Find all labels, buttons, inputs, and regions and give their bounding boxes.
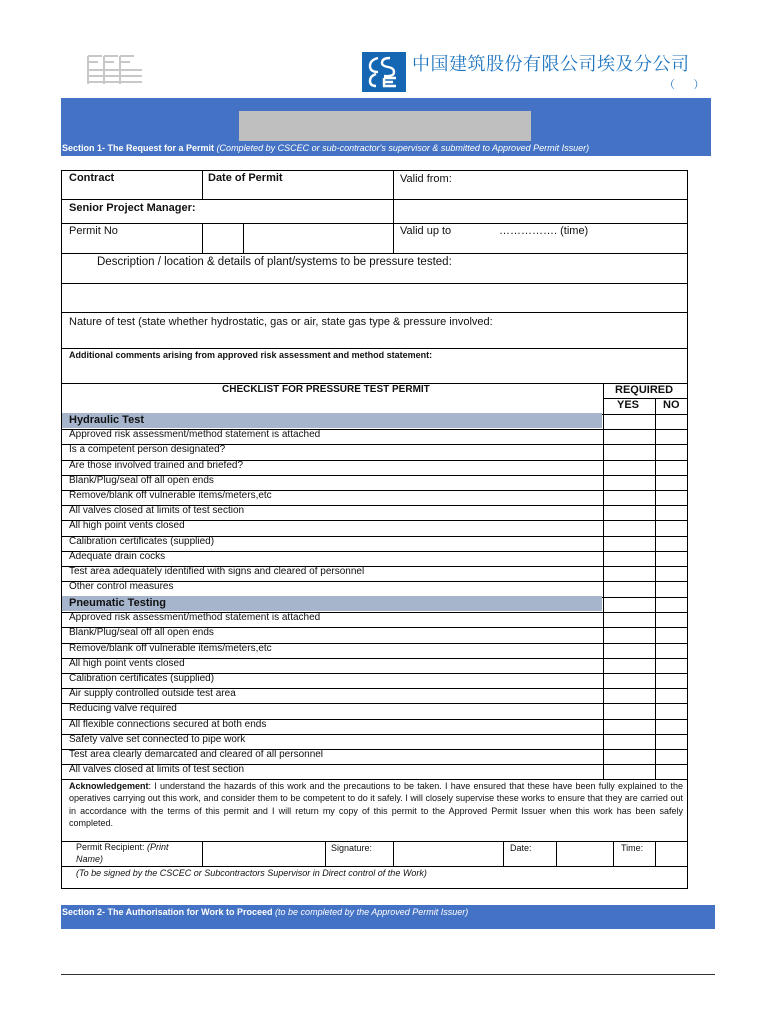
hydraulic-item: Other control measures (69, 581, 174, 593)
hydraulic-no-cell[interactable] (655, 520, 686, 533)
hydraulic-item: Are those involved trained and briefed? (69, 459, 244, 471)
hydraulic-no-cell[interactable] (655, 460, 686, 473)
hydraulic-item: Adequate drain cocks (69, 550, 166, 562)
date-label: Date: (510, 843, 532, 853)
pneumatic-yes-cell[interactable] (603, 673, 653, 686)
hydraulic-no-cell[interactable] (655, 551, 686, 564)
pneumatic-yes-cell[interactable] (603, 658, 653, 671)
time-field[interactable] (656, 843, 686, 865)
cscec-stripes-logo (84, 52, 146, 88)
pneumatic-yes-cell[interactable] (603, 627, 653, 640)
additional-comments-label: Additional comments arising from approved risk assessment and method statement: (69, 350, 433, 360)
pneumatic-item: Approved risk assessment/method statement is attached (69, 612, 321, 624)
pneumatic-no-cell[interactable] (655, 734, 686, 747)
hydraulic-yes-cell[interactable] (603, 581, 653, 594)
hydraulic-yes-cell[interactable] (603, 566, 653, 579)
hydraulic-heading: Hydraulic Test (69, 414, 144, 426)
date-field[interactable] (557, 843, 611, 865)
pneumatic-yes-cell[interactable] (603, 643, 653, 656)
pneumatic-no-cell[interactable] (655, 764, 686, 777)
acknowledgement-text: : I understand the hazards of this work and the precautions to be taken. I have ensured that these have been fully explained to the operatives carrying out this work, and consider them to be competent to do it safely. I will closely supervise these works to ensure that they are carried out in accordance with the terms of this permit and I will return my copy of this permit to the Approved Permit Issuer when this work has been safely completed. (69, 781, 683, 828)
acknowledgement-label: Acknowledgement (69, 781, 149, 791)
pneumatic-item: Calibration certificates (supplied) (69, 673, 215, 684)
hydraulic-yes-cell[interactable] (603, 490, 653, 503)
title-box (239, 111, 531, 141)
contract-label: Contract (69, 172, 115, 184)
signoff-note: (To be signed by the CSCEC or Subcontractors Supervisor in Direct control of the Work) (76, 868, 427, 878)
hydraulic-no-cell[interactable] (655, 444, 686, 457)
pneumatic-yes-cell[interactable] (603, 734, 653, 747)
senior-pm-label: Senior Project Manager: (69, 202, 196, 214)
hydraulic-yes-cell[interactable] (603, 520, 653, 533)
hydraulic-item: All high point vents closed (69, 520, 185, 532)
pneumatic-item: Reducing valve required (69, 703, 177, 715)
print-name-2: Name) (76, 854, 104, 864)
permit-no-label: Permit No (69, 225, 118, 237)
no-header: NO (663, 399, 680, 411)
pneumatic-no-cell[interactable] (655, 719, 686, 732)
hydraulic-item: Approved risk assessment/method statement is attached (69, 429, 321, 441)
hydraulic-yes-cell[interactable] (603, 429, 653, 442)
hydraulic-yes-cell[interactable] (603, 505, 653, 518)
pneumatic-item: All flexible connections secured at both ends (69, 718, 267, 730)
pneumatic-item: All valves closed at limits of test section (69, 764, 245, 776)
hydraulic-no-cell[interactable] (655, 429, 686, 442)
hydraulic-item: Remove/blank off vulnerable items/meters,etc (69, 490, 272, 501)
pneumatic-yes-cell[interactable] (603, 764, 653, 777)
time-blank: ……………. (time) (499, 225, 589, 237)
valid-up-to-label: Valid up to (400, 225, 452, 237)
nature-of-test-label: Nature of test (state whether hydrostatic, gas or air, state gas type & pressure involved: (69, 316, 493, 328)
pneumatic-yes-cell[interactable] (603, 719, 653, 732)
hydraulic-yes-cell[interactable] (603, 536, 653, 549)
print-name-1: (Print (147, 842, 169, 852)
checklist-title: CHECKLIST FOR PRESSURE TEST PERMIT (222, 384, 430, 395)
pneumatic-yes-cell[interactable] (603, 749, 653, 762)
company-subtitle: （ ） (664, 79, 705, 91)
company-name: 中国建筑股份有限公司埃及分公司 (412, 54, 690, 75)
pneumatic-item: Blank/Plug/seal off all open ends (69, 627, 214, 639)
hydraulic-no-cell[interactable] (655, 475, 686, 488)
pneumatic-item: Remove/blank off vulnerable items/meters,etc (69, 642, 272, 654)
hydraulic-no-cell[interactable] (655, 566, 686, 579)
hydraulic-yes-cell[interactable] (603, 444, 653, 457)
footer-rule (61, 974, 715, 975)
pneumatic-no-cell[interactable] (655, 703, 686, 716)
acknowledgement (69, 780, 683, 829)
hydraulic-item: Is a competent person designated? (69, 444, 226, 456)
pneumatic-no-cell[interactable] (655, 643, 686, 656)
section2-note: (to be completed by the Approved Permit Issuer) (275, 907, 469, 917)
section1-note: (Completed by CSCEC or sub-contractor's supervisor & submitted to Approved Permit Issuer) (216, 143, 590, 153)
recipient-name-field[interactable] (202, 843, 324, 865)
hydraulic-no-cell[interactable] (655, 505, 686, 518)
section1-label: Section 1- The Request for a Permit (62, 143, 215, 153)
section2-label: Section 2- The Authorisation for Work to Proceed (62, 907, 273, 917)
time-label: Time: (621, 843, 644, 853)
signature-field[interactable] (393, 843, 501, 865)
signature-label: Signature: (331, 843, 373, 853)
required-header: REQUIRED (615, 384, 674, 396)
hydraulic-no-cell[interactable] (655, 581, 686, 594)
yes-header: YES (617, 399, 640, 411)
pneumatic-item: Air supply controlled outside test area (69, 688, 236, 700)
pneumatic-no-cell[interactable] (655, 673, 686, 686)
hydraulic-item: Blank/Plug/seal off all open ends (69, 474, 214, 486)
recipient-text: Permit Recipient: (76, 842, 145, 852)
pneumatic-no-cell[interactable] (655, 627, 686, 640)
pneumatic-heading: Pneumatic Testing (69, 597, 166, 609)
hydraulic-yes-cell[interactable] (603, 475, 653, 488)
date-of-permit-label: Date of Permit (208, 172, 283, 184)
hydraulic-item: Test area adequately identified with signs and cleared of personnel (69, 566, 365, 577)
pneumatic-no-cell[interactable] (655, 658, 686, 671)
hydraulic-item: All valves closed at limits of test section (69, 505, 245, 517)
hydraulic-no-cell[interactable] (655, 536, 686, 549)
section2-heading (62, 907, 468, 917)
section1-heading (62, 143, 589, 153)
pneumatic-item: All high point vents closed (69, 657, 185, 669)
pneumatic-no-cell[interactable] (655, 688, 686, 701)
pneumatic-no-cell[interactable] (655, 749, 686, 762)
pneumatic-yes-cell[interactable] (603, 703, 653, 716)
hydraulic-item: Calibration certificates (supplied) (69, 535, 215, 547)
pneumatic-item: Test area clearly demarcated and cleared of all personnel (69, 749, 324, 760)
pneumatic-yes-cell[interactable] (603, 612, 653, 625)
permit-recipient-label (76, 842, 169, 852)
hydraulic-no-cell[interactable] (655, 490, 686, 503)
hydraulic-yes-cell[interactable] (603, 551, 653, 564)
description-label: Description / location & details of plant/systems to be pressure tested: (97, 256, 452, 268)
pneumatic-item: Safety valve set connected to pipe work (69, 733, 246, 745)
valid-from-label: Valid from: (400, 173, 452, 185)
pneumatic-yes-cell[interactable] (603, 688, 653, 701)
pneumatic-no-cell[interactable] (655, 612, 686, 625)
hydraulic-yes-cell[interactable] (603, 460, 653, 473)
cscec-logo (362, 52, 406, 92)
